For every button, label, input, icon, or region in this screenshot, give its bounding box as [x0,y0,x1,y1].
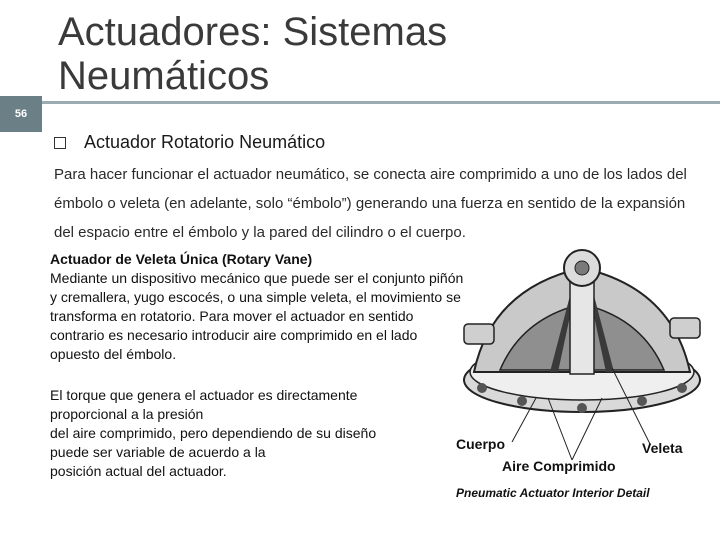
bullet-item [54,132,325,153]
left-fitting [464,324,494,344]
torque-line: puede ser variable de acuerdo a la [50,444,266,460]
label-vane: Veleta [642,440,683,456]
slide-title [58,10,678,98]
torque-line: proporcional a la presión [50,406,204,422]
bolt [577,403,587,413]
vane-section [50,250,470,364]
torque-line: del aire comprimido, pero dependiendo de su diseño [50,425,377,441]
bullet-label: Actuador Rotatorio Neumático [84,132,326,152]
label-air: Aire Comprimido [502,458,616,474]
slide-number [0,96,42,132]
right-fitting [670,318,700,338]
slide-title-line1: Actuadores: Sistemas [58,10,448,54]
slide-title-line2: Neumáticos [58,54,270,98]
intro-paragraph: Para hacer funcionar el actuador neumático, se conecta aire comprimido a uno de los lados del émbolo o veleta (en adelante, solo “émbolo”) generando una fuerza en sentido de la expansión del espacio entre el émbolo y la pared del cilindro o el cuerpo. [54,166,687,241]
shaft-hole [575,261,589,275]
bolt [517,396,527,406]
torque-line: El torque que genera el actuador es directamente [50,387,358,403]
bolt [477,383,487,393]
square-bullet-icon [54,137,66,149]
torque-line: posición actual del actuador. [50,463,227,479]
title-divider [42,101,720,104]
vane-heading: Actuador de Veleta Única (Rotary Vane) [50,251,313,267]
bolt [677,383,687,393]
vane-body: Mediante un dispositivo mecánico que puede ser el conjunto piñón y cremallera, yugo escocés, o una simple veleta, el movimiento se transforma en rotatorio. Para mover el actuador en sentido contrario es necesario introducir aire comprimido en el lado opuesto del émbolo. [50,270,464,362]
actuator-illustration [452,248,706,504]
slide-number-text: 56 [14,108,28,120]
figure-caption: Pneumatic Actuator Interior Detail [456,486,650,500]
label-body: Cuerpo [456,436,505,452]
bolt [637,396,647,406]
torque-paragraph [50,386,450,481]
